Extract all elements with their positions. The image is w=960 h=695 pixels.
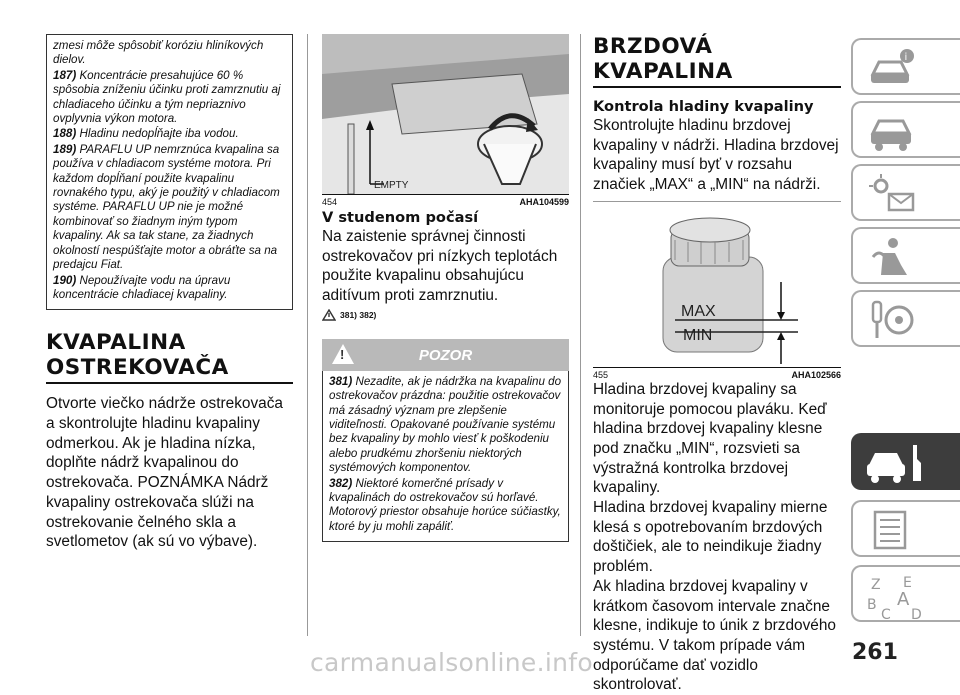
figure-washer-tank [322,34,569,195]
figure-caption [322,197,569,207]
figure-brake-reservoir [593,201,841,368]
max-label: MAX [681,302,716,320]
warning-header [322,339,569,371]
note-item: zmesi môže spôsobiť koróziu hliníkových dielov. [53,39,264,67]
svg-text:E: E [903,575,912,591]
warning-item: 382) Niektoré komerčné prísady v kvapalinách do ostrekovačov sú horľavé. Motorový priestor obsahuje horúce súčiastky, ktoré by ju mohli zapáliť. [329,476,561,533]
subsection-title: V studenom počasí [322,209,479,226]
index-list-icon [867,508,917,552]
body-text: Ak hladina brzdovej kvapaliny v krátkom časovom intervale značne klesne, indikuje to únik z brzdového systému. V takom prípade vám odporúčame dať vozidlo skontrolovať. [593,577,836,694]
tab-car-info[interactable] [851,38,960,95]
body-text: Skontrolujte hladinu brzdovej kvapaliny v nádrži. Hladina brzdovej kvapaliny musí byť v rozsahu značiek „MAX“ a „MIN“ na nádrži. [593,117,839,194]
car-wrench-icon [867,441,927,485]
tab-maintenance[interactable] [851,433,960,490]
title-rule [593,86,841,88]
tab-alphabetical-index[interactable] [851,565,960,622]
figure-caption [593,370,841,380]
section-title: BRZDOVÁ KVAPALINA [593,34,733,84]
figure-number: 455 [593,369,609,380]
warning-triangle-icon [322,309,336,321]
figure-code: AHA102566 [791,369,841,380]
note-item: 187) Koncentrácie presahujúce 60 % spôsobia zníženiu účinku proti zamrznutiu aj chladiaceho účinku a tým nepriaznivo ovplyvnia výkon motora. [53,68,281,126]
lights-mail-icon [867,172,917,216]
empty-label: EMPTY [374,180,409,191]
min-label: MIN [683,326,713,344]
body-text: Otvorte viečko nádrže ostrekovača a skontrolujte hladinu kvapaliny odmerkou. Ak je hladina nízka, doplňte nádrž kvapalinou do ostrekovača. POZNÁMKA Nádrž kvapaliny ostrekovača slúži na ostrekovanie čelného skla a svetlometov (ak sú vo výbave). [46,395,283,551]
column-middle [322,34,569,542]
warning-title: POZOR [418,346,473,364]
brake-reservoir-illustration [593,202,841,367]
svg-text:A: A [897,589,910,610]
svg-text:D: D [911,607,922,623]
tab-starting[interactable] [851,290,960,347]
page-number: 261 [852,640,898,665]
airbag-seat-icon [867,235,917,279]
key-steering-icon [867,298,917,342]
car-dashboard-icon [867,109,917,153]
svg-text:B: B [867,597,877,613]
notes-box [46,34,293,310]
warning-box [322,371,569,542]
column-left [46,34,293,552]
note-item: 188) Hladinu nedopĺňajte iba vodou. [53,127,239,141]
tab-lights[interactable] [851,164,960,221]
column-right [593,34,841,695]
subsection-title: Kontrola hladiny kvapaliny [593,98,814,115]
body-text: Hladina brzdovej kvapaliny mierne klesá s opotrebovaním brzdových doštičiek, ale to neindikuje žiadny problém. [593,499,828,576]
column-divider [307,34,308,636]
svg-text:i: i [904,52,908,63]
tab-safety[interactable] [851,227,960,284]
figure-code: AHA104599 [519,197,569,207]
svg-text:C: C [881,607,891,623]
washer-tank-illustration [322,34,569,194]
body-text: Na zaistenie správnej činnosti ostrekovačov pri nízkych teplotách použite kvapalinu obsahujúcu aditívum proti zamrznutiu. [322,228,558,305]
note-item: 190) Nepoužívajte vodu na úpravu koncentrácie chladiacej kvapaliny. [53,273,231,301]
alphabet-index-icon [867,573,927,623]
title-rule [46,382,293,384]
svg-text:Z: Z [871,577,881,593]
car-info-icon [867,46,917,90]
tab-dashboard[interactable] [851,101,960,158]
watermark: carmanualsonline.info [310,648,593,677]
tab-technical-data[interactable] [851,500,960,557]
warning-item: 381) Nezadite, ak je nádržka na kvapalinu do ostrekovačov prázdna: použitie ostrekovačov má zásadný význam pre zlepšenie viditeľnosti. Opakované používanie systému bez kvapaliny by mohlo viesť k poškodeniu alebo prudkému zhoršeniu niektorých systémových komponentov. [329,374,562,475]
body-text: Hladina brzdovej kvapaliny sa monitoruje pomocou plaváku. Keď hladina brzdovej kvapaliny klesne pod značku „MIN“, rozsvieti sa výstražná kontrolka brzdovej kvapaliny. [593,380,827,497]
section-title: KVAPALINA OSTREKOVAČA [46,330,229,381]
column-divider [580,34,581,636]
figure-number: 454 [322,197,338,207]
note-item: 189) PARAFLU UP nemrznúca kvapalina sa používa v chladiacom systéme motora. Pri každom dopĺňaní použite kvapalinu rovnakého typu, aký je použitý v chladiacom systéme. PARAFLU UP nie je možné kombinovať so žiadnym iným typom kvapaliny. Ak sa tak stane, za žiadnych okolností nespúšťajte motor a obráťte sa na predajcu Fiat. [53,142,280,272]
warning-refs: 381) 382) [322,309,569,321]
